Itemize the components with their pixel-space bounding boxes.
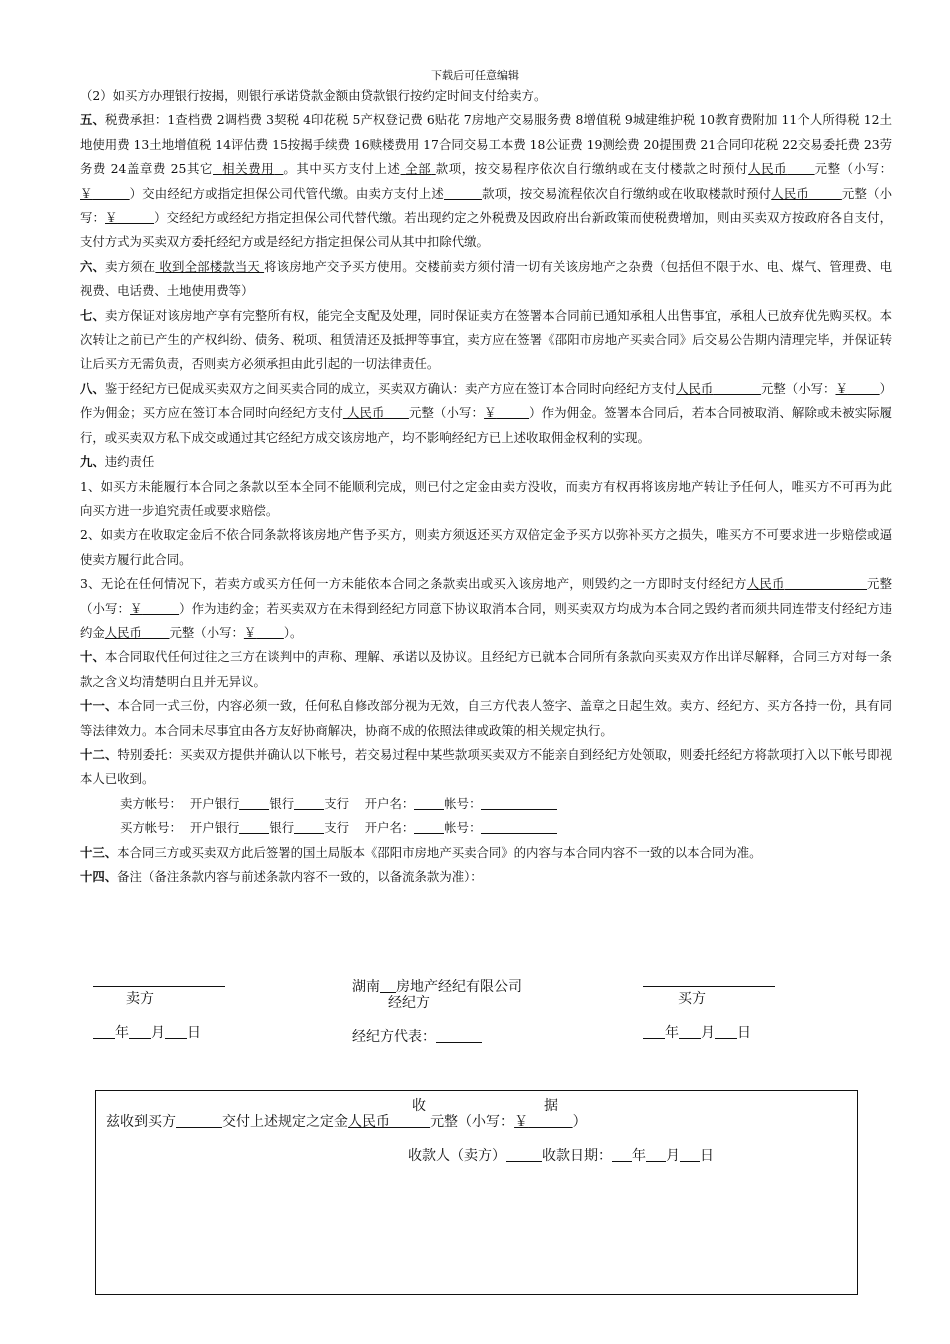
handover-date-field[interactable]: 收到全部楼款当天 — [159, 258, 260, 274]
clause-13: 十三、本合同三方或买卖双方此后签署的国土局版本《邵阳市房地产买卖合同》的内容与本合同内容不一致的以本合同为准。 — [80, 844, 762, 860]
clause-14: 十四、备注（备注条款内容与前述条款内容不一致的，以备流条款为准）： — [80, 869, 483, 884]
currency-field[interactable]: 人民币 — [771, 185, 809, 201]
clause-number: 十一、 — [80, 698, 118, 714]
branch-field[interactable] — [294, 817, 324, 834]
clause-9-2: 2、如卖方在收取定金后不依合同条款将该房地产售予买方，则卖方须返还买方双倍定金予买方以弥补买方之损失，唯买方不可要求进一步赔偿或逼使卖方履行此合同。 — [80, 527, 892, 567]
buyer-label: 买方 — [678, 991, 706, 1007]
receipt-title-1: 收 — [412, 1098, 426, 1114]
clause-10: 十、本合同取代任何过往之三方在谈判中的声称、理解、承诺以及协议。且经纪方已就本合同所有条款向买卖双方作出详尽解释，合同三方对每一条款之含义均清楚明白且并无异议。 — [80, 649, 893, 689]
bank-field[interactable] — [239, 793, 269, 810]
amount-field[interactable]: ￥ — [835, 380, 848, 396]
clause-number: 七、 — [80, 307, 105, 323]
clause-9-title: 九、违约责任 — [80, 454, 155, 470]
clause-number: 十三、 — [80, 844, 118, 860]
clause-number: 十、 — [80, 649, 105, 665]
branch-field[interactable] — [294, 793, 324, 810]
agency-company: 湖南 房地产经纪有限公司 — [352, 976, 522, 996]
currency-field[interactable]: 人民币 — [348, 1114, 390, 1130]
fee-field[interactable]: 相关费用 — [222, 161, 275, 177]
clause-number: 九、 — [80, 454, 105, 470]
currency-field[interactable]: 人民币 — [104, 624, 142, 640]
company-name-field[interactable] — [380, 976, 396, 993]
buyer-signature-line[interactable] — [643, 986, 775, 987]
account-name-field[interactable] — [414, 793, 444, 810]
clause-12: 十二、特别委托：买卖双方提供并确认以下帐号，若交易过程中某些款项买卖双方不能亲自到经纪方处领取，则委托经纪方将款项打入以下帐号即视本人已收到。 — [80, 746, 893, 787]
receipt-payee: 收款人（卖方） 收款日期： 年 月 日 — [408, 1145, 714, 1165]
clause-number: 十二、 — [80, 746, 118, 762]
amount-field[interactable]: ￥ — [484, 405, 497, 421]
amount-field[interactable]: ￥ — [243, 624, 257, 640]
account-number-field[interactable] — [481, 817, 557, 834]
currency-field[interactable]: 人民币 — [676, 380, 714, 396]
payee-field[interactable] — [506, 1145, 542, 1162]
seller-signature-line[interactable] — [93, 986, 225, 987]
account-name-field[interactable] — [414, 817, 444, 834]
clause-11: 十一、本合同一式三份，内容必须一致，任何私自修改部分视为无效，自三方代表人签字、盖章之日起生效。卖方、经纪方、买方各持一份，具有同等法律效力。本合同未尽事宜由各方友好协商解决，协商不成的依照法律或政策的相关规定执行。 — [80, 698, 893, 738]
amount-field[interactable]: ￥ — [80, 185, 93, 201]
amount-field[interactable]: ￥ — [514, 1114, 529, 1130]
clause-4-2: （2）如买方办理银行按揭，则银行承诺贷款金额由贷款银行按约定时间支付给卖方。 — [80, 88, 547, 103]
clause-5: 五、税费承担：1查档费 2调档费 3契税 4印花税 5产权登记费 6贴花 7房地产交易服务费 8增值税 9城建维护税 10教育费附加 11个人所得税 12土地使用费 13土地增值税 14评估费 15按揭手续费 16赎楼费用 17合同交易工本费 18公证费 19测绘费 20提围费 21合同印花税 22交易委托费 23劳务费 24盖章费 25其它 相关费用 。其中买方支付上述 全部 款项，按交易程序依次自行缴纳或在支付楼款之时预付人民币 元整（小写：￥ ）交由经纪方或指定担保公司代管代缴。由卖方支付上述 款项，按交易流程依次自行缴纳或在收取楼款时预付人民币 元整（小写：￥ ）交经纪方或经纪方指定担保公司代替代缴。若出现约定之外税费及因政府出台新政策而使税费增加，则由买卖双方按政府各自支付，支付方式为买卖双方委托经纪方或是经纪方指定担保公司从其中扣除代缴。 — [80, 112, 893, 250]
amount-field[interactable]: ￥ — [105, 210, 118, 226]
clause-9-1: 1、如买方未能履行本合同之条款以至本全同不能顺利完成，则已付之定金由卖方没收，而卖方有权再将该房地产转让予任何人，唯买方不可再为此向买方进一步追究责任或要求赔偿。 — [80, 478, 892, 518]
currency-field[interactable]: 人民币 — [746, 576, 785, 592]
page-header: 下载后可任意编辑 — [431, 69, 519, 82]
buyer-date: 年 月 日 — [643, 1022, 751, 1042]
contract-body — [80, 84, 892, 889]
clause-8: 八、鉴于经纪方已促成买卖双方之间买卖合同的成立，买卖双方确认：卖产方应在签订本合同时向经纪方支付人民币 元整（小写：￥ ）作为佣金；买方应在签订本合同时向经纪方支付 人民币 元整（小写：￥ ）作为佣金。签署本合同后，若本合同被取消、解除或未被实际履行，或买卖双方私下成交或通过其它经纪方成交该房地产，均不影响经纪方已上述收取佣金权利的实现。 — [80, 380, 893, 445]
buyer-account-row: 买方帐号： 开户银行 银行 支行 开户名： 帐号： — [80, 816, 892, 840]
receipt-box — [95, 1090, 858, 1295]
clause-6: 六、卖方须在 收到全部楼款当天 将该房地产交予买方使用。交楼前卖方须付清一切有关该房地产之杂费（包括但不限于水、电、煤气、管理费、电视费、电话费、土地使用费等） — [80, 258, 892, 299]
amount-field[interactable]: ￥ — [130, 600, 143, 616]
clause-number: 八、 — [80, 380, 105, 396]
seller-date: 年 月 日 — [93, 1022, 201, 1042]
account-number-field[interactable] — [481, 793, 557, 810]
clause-7: 七、卖方保证对该房地产享有完整所有权，能完全支配及处理，同时保证卖方在签署本合同前已通知承租人出售事宜，承租人已放弃优先购买权。本次转让之前已产生的产权纠纷、债务、税项、租赁清还及抵押等事宜，卖方应在签署《邵阳市房地产买卖合同》后交易公告期内清理完毕，并保证转让后买方无需负责，否则卖方必须承担由此引起的一切法律责任。 — [80, 307, 893, 372]
clause-number: 六、 — [80, 258, 106, 274]
receipt-text: 兹收到买方 交付上述规定之定金人民币 元整（小写：￥ ） — [106, 1111, 587, 1131]
buyer-name-field[interactable] — [176, 1111, 222, 1128]
clause-9-3: 3、无论在任何情况下，若卖方或买方任何一方未能依本合同之条款卖出或买入该房地产，则毁约之一方即时支付经纪方人民币 元整（小写：￥ ）作为违约金；若买卖双方在未得到经纪方同意下协议取消本合同，则买卖双方均成为本合同之毁约者而须共同连带支付经纪方违约金人民币 元整（小写：￥ ）。 — [80, 572, 892, 645]
seller-label: 卖方 — [126, 991, 154, 1007]
currency-field[interactable]: 人民币 — [748, 161, 788, 177]
amount-blank[interactable] — [785, 573, 867, 590]
receipt-title-2: 据 — [544, 1098, 558, 1114]
clause-number: 五、 — [80, 112, 105, 128]
bank-field[interactable] — [239, 817, 269, 834]
seller-scope-field[interactable] — [444, 183, 482, 200]
agent-rep-field[interactable] — [436, 1026, 482, 1043]
agent-label: 经纪方 — [388, 995, 430, 1011]
buyer-scope-field[interactable]: 全部 — [405, 161, 432, 177]
clause-number: 十四、 — [80, 869, 118, 884]
seller-account-row: 卖方帐号： 开户银行 银行 支行 开户名： 帐号： — [80, 792, 892, 816]
agent-representative: 经纪方代表： — [352, 1026, 482, 1046]
currency-field[interactable]: 人民币 — [346, 405, 385, 421]
